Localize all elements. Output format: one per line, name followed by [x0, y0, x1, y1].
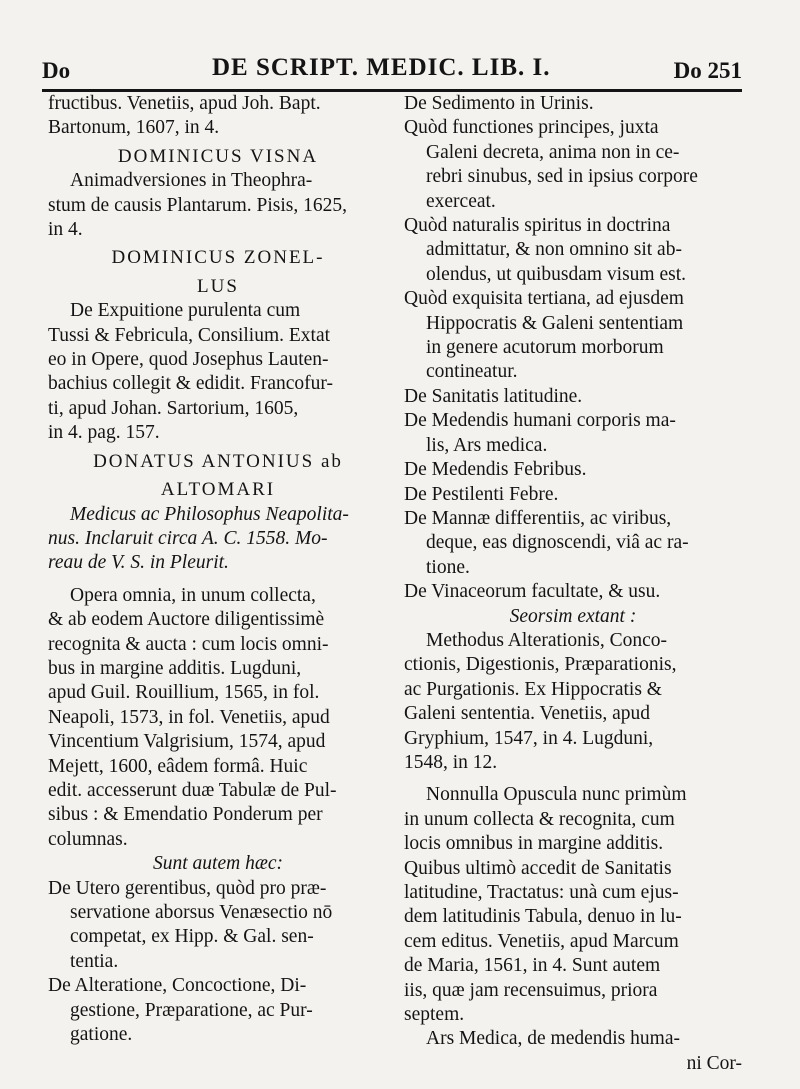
text-line: De Sedimento in Urinis. — [404, 93, 594, 114]
text-line: De Medendis humani corporis ma- — [404, 410, 676, 432]
text-line: locis omnibus in margine additis. — [404, 833, 664, 855]
text-line: bus in margine additis. Lugduni, — [48, 657, 302, 679]
text-line: Medicus ac Philosophus Neapolita- — [70, 503, 349, 525]
text-line: rebri sinubus, sed in ipsius corpore — [426, 166, 698, 188]
text-line: De Medendis Febribus. — [404, 459, 587, 481]
text-line: ni Cor- — [686, 1052, 742, 1074]
text-line: Opera omnia, in unum collecta, — [70, 584, 316, 606]
text-line: De Pestilenti Febre. — [404, 483, 559, 505]
text-line: Hippocratis & Galeni sententiam — [426, 312, 684, 334]
text-line: in 4. pag. 157. — [48, 422, 160, 444]
text-line: apud Guil. Rouillium, 1565, in fol. — [48, 682, 320, 704]
text-line: fructibus. Venetiis, apud Joh. Bapt. — [48, 93, 321, 114]
text-line: bachius collegit & edidit. Francofur- — [48, 373, 333, 395]
text-line: Quòd functiones principes, juxta — [404, 117, 659, 139]
text-line: De Expuitione purulenta cum — [70, 300, 301, 322]
text-line: De Alteratione, Concoctione, Di- — [48, 975, 307, 997]
text-line: Bartonum, 1607, in 4. — [48, 117, 220, 139]
right-column — [404, 92, 742, 1076]
text-line: de Maria, 1561, in 4. Sunt autem — [404, 955, 661, 977]
text-line: Vincentium Valgrisium, 1574, apud — [48, 731, 326, 753]
text-line: latitudine, Tractatus: unà cum ejus- — [404, 882, 679, 903]
text-line: edit. accesserunt duæ Tabulæ de Pul- — [48, 779, 337, 801]
paragraph-gap — [404, 775, 742, 783]
author-heading: DOMINICUS ZONEL- — [111, 247, 325, 269]
text-line: contineatur. — [426, 361, 518, 383]
text-line: Sunt autem hæc: — [153, 853, 283, 875]
author-heading: DONATUS ANTONIUS ab — [93, 450, 343, 472]
text-line: in genere acutorum morborum — [426, 337, 664, 359]
text-line: recognita & aucta : cum locis omni- — [48, 633, 329, 655]
text-line: reau de V. S. in Pleurit. — [48, 552, 229, 574]
text-line: Ars Medica, de medendis huma- — [426, 1028, 680, 1050]
text-line: Nonnulla Opuscula nunc primùm — [426, 784, 687, 806]
text-line: deque, eas dignoscendi, viâ ac ra- — [426, 532, 689, 554]
text-line: De Sanitatis latitudine. — [404, 385, 583, 407]
text-line: Quòd exquisita tertiana, ad ejusdem — [404, 288, 684, 310]
text-line: ti, apud Johan. Sartorium, 1605, — [48, 397, 299, 419]
text-line: competat, ex Hipp. & Gal. sen- — [70, 926, 314, 948]
text-line: De Vinaceorum facultate, & usu. — [404, 581, 661, 603]
text-line: columnas. — [48, 828, 128, 850]
text-line: ac Purgationis. Ex Hippocratis & — [404, 678, 662, 700]
text-line: tione. — [426, 556, 470, 578]
text-line: septem. — [404, 1004, 465, 1026]
text-line: & ab eodem Auctore diligentissimè — [48, 609, 325, 631]
author-heading: DOMINICUS VISNA — [117, 145, 319, 167]
text-line: Quòd naturalis spiritus in doctrina — [404, 215, 671, 237]
text-line: exerceat. — [426, 190, 496, 212]
running-header — [42, 54, 742, 90]
text-line: sibus : & Emendatio Ponderum per — [48, 804, 323, 826]
left-column — [48, 92, 388, 1047]
text-line: in unum collecta & recognita, cum — [404, 808, 675, 830]
text-line: 1548, in 12. — [404, 751, 498, 773]
text-line: Galeni decreta, anima non in ce- — [426, 141, 680, 163]
text-line: lis, Ars medica. — [426, 434, 548, 456]
author-heading: LUS — [197, 275, 239, 297]
text-line: tentia. — [70, 950, 119, 972]
text-line: cem editus. Venetiis, apud Marcum — [404, 930, 679, 952]
text-line: gatione. — [70, 1024, 133, 1046]
author-heading: ALTOMARI — [160, 479, 276, 501]
text-line: eo in Opere, quod Josephus Lauten- — [48, 349, 329, 371]
header-page-number: Do 251 — [673, 58, 742, 83]
text-line: iis, quæ jam recensuimus, priora — [404, 979, 658, 1001]
text-line: Seorsim extant : — [509, 605, 637, 627]
text-line: in 4. — [48, 219, 83, 241]
paragraph-gap — [48, 576, 388, 584]
text-line: gestione, Præparatione, ac Pur- — [70, 999, 313, 1021]
text-line: olendus, ut quibusdam visum est. — [426, 263, 686, 285]
header-catchword-left: Do — [42, 58, 71, 83]
text-line: Mejett, 1600, eâdem formâ. Huic — [48, 755, 308, 777]
text-line: nus. Inclaruit circa A. C. 1558. Mo- — [48, 527, 328, 549]
text-line: Animadversiones in Theophra- — [70, 170, 313, 192]
text-line: Galeni sententia. Venetiis, apud — [404, 703, 651, 725]
text-line: Quibus ultimò accedit de Sanitatis — [404, 857, 672, 879]
text-line: admittatur, & non omnino sit ab- — [426, 239, 682, 261]
text-line: De Mannæ differentiis, ac viribus, — [404, 507, 672, 529]
text-line: Tussi & Febricula, Consilium. Extat — [48, 324, 331, 346]
text-line: De Utero gerentibus, quòd pro præ- — [48, 877, 327, 899]
text-line: stum de causis Plantarum. Pisis, 1625, — [48, 194, 347, 216]
text-line: Gryphium, 1547, in 4. Lugduni, — [404, 727, 654, 749]
text-line: Methodus Alterationis, Conco- — [426, 629, 668, 651]
text-line: servatione aborsus Venæsectio nō — [70, 902, 333, 923]
text-line: dem latitudinis Tabula, denuo in lu- — [404, 906, 682, 928]
text-line: Neapoli, 1573, in fol. Venetiis, apud — [48, 706, 330, 728]
text-line: ctionis, Digestionis, Præparationis, — [404, 654, 677, 676]
header-title: DE SCRIPT. MEDIC. LIB. I. — [212, 54, 551, 81]
